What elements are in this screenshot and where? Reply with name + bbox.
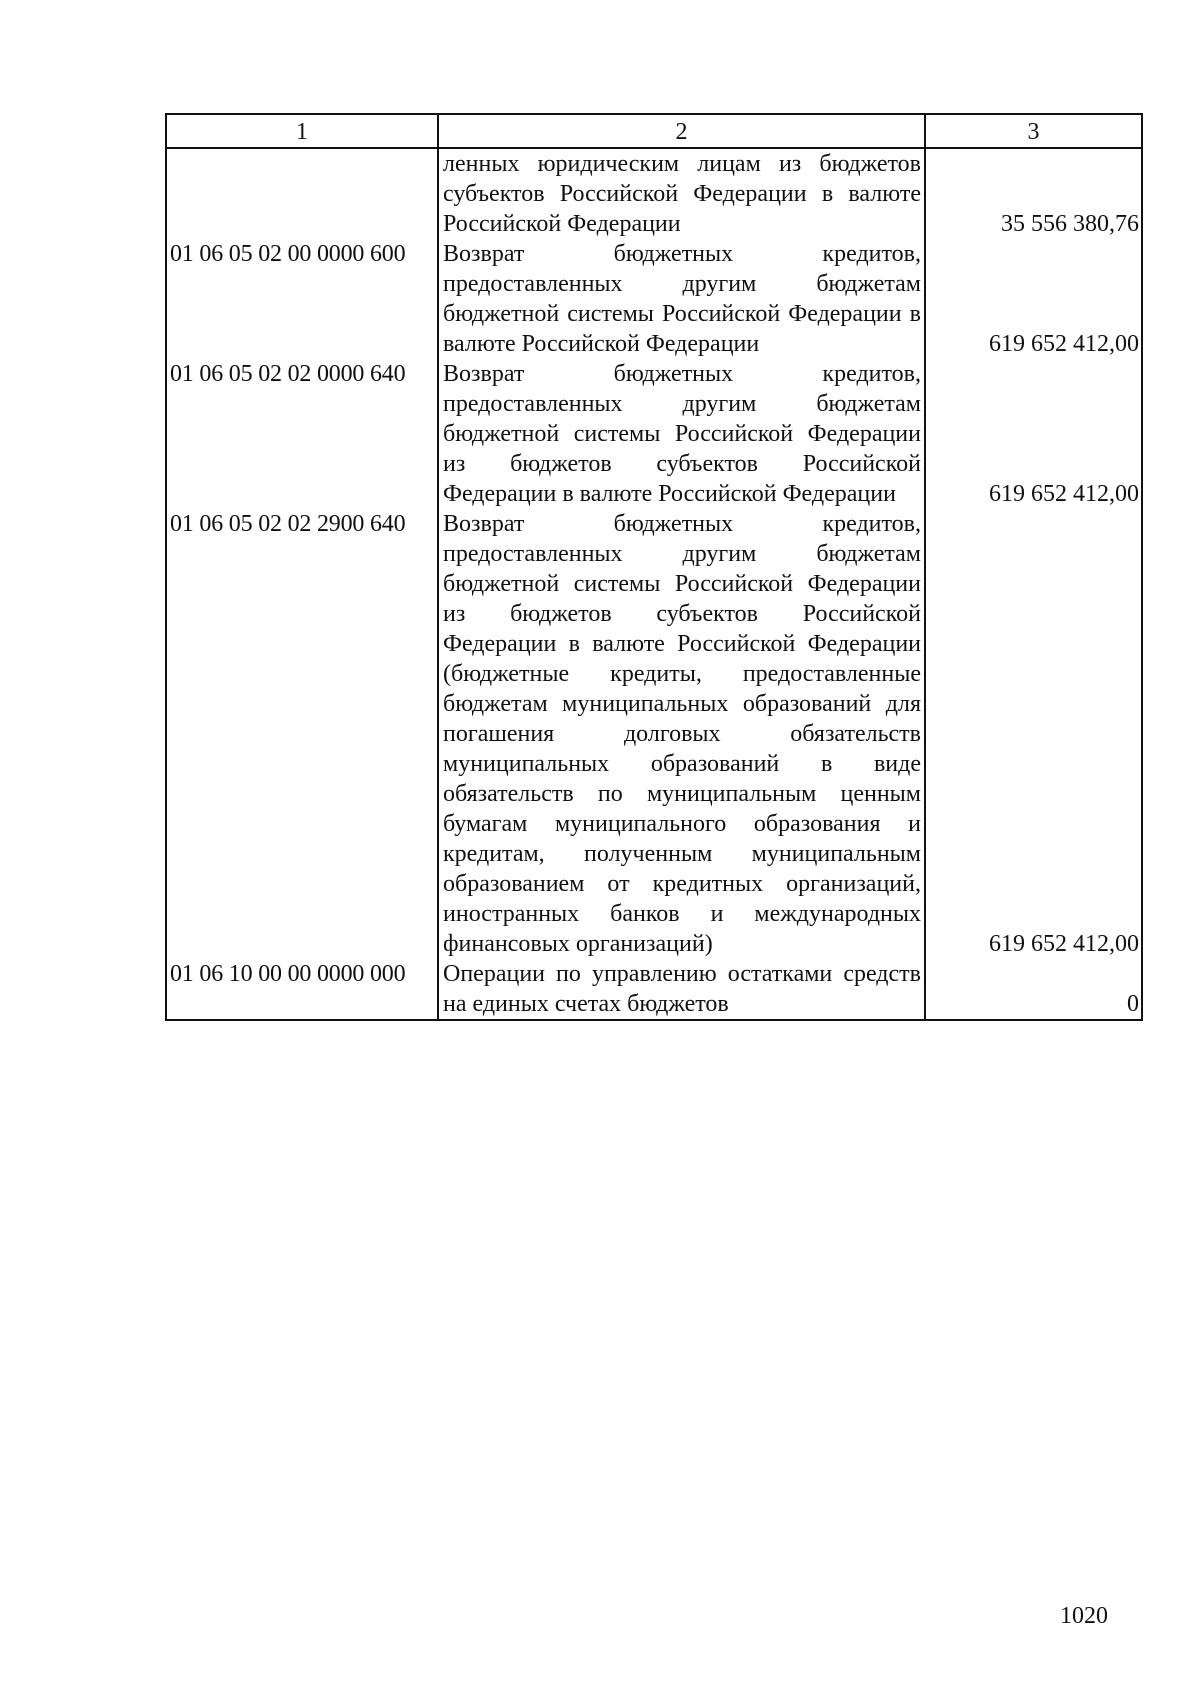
row-name: Возврат бюджетных кредитов, предоставленных другим бюджетам бюджетной системы Российской Федерации из бюджетов субъектов Российской Федерации в валюте Российской Федерации (бюджетные кредиты, предоставленные бюджетам муниципальных образований для погашения долговых обязательств муниципальных образований в виде обязательств по муниципальным ценным бумагам муниципального образования и кредитам, полученным муниципальным образованием от кредитных организаций, иностранных банков и международных финансовых организаций) [438, 509, 925, 959]
table-row [166, 959, 1142, 1020]
row-code [166, 148, 438, 239]
row-name: Возврат бюджетных кредитов, предоставленных другим бюджетам бюджетной системы Российской Федерации из бюджетов субъектов Российской Федерации в валюте Российской Федерации [438, 359, 925, 509]
column-header: 1 [166, 114, 438, 148]
page-number: 1020 [1060, 1603, 1108, 1629]
row-amount: 619 652 412,00 [925, 359, 1142, 509]
row-amount: 0 [925, 959, 1142, 1020]
table-row [166, 148, 1142, 239]
row-amount: 619 652 412,00 [925, 509, 1142, 959]
row-code: 01 06 05 02 02 2900 640 [166, 509, 438, 959]
column-header: 2 [438, 114, 925, 148]
row-code: 01 06 05 02 00 0000 600 [166, 239, 438, 359]
table-row [166, 509, 1142, 959]
table-header-row [166, 114, 1142, 148]
row-code: 01 06 05 02 02 0000 640 [166, 359, 438, 509]
budget-table [165, 113, 1143, 1021]
row-name: ленных юридическим лицам из бюджетов субъектов Российской Федерации в валюте Российской Федерации [438, 148, 925, 239]
row-amount: 619 652 412,00 [925, 239, 1142, 359]
table-row [166, 359, 1142, 509]
row-name: Возврат бюджетных кредитов, предоставленных другим бюджетам бюджетной системы Российской Федерации в валюте Российской Федерации [438, 239, 925, 359]
table-row [166, 239, 1142, 359]
row-amount: 35 556 380,76 [925, 148, 1142, 239]
column-header: 3 [925, 114, 1142, 148]
row-name: Операции по управлению остатками средств на единых счетах бюджетов [438, 959, 925, 1020]
row-code: 01 06 10 00 00 0000 000 [166, 959, 438, 1020]
